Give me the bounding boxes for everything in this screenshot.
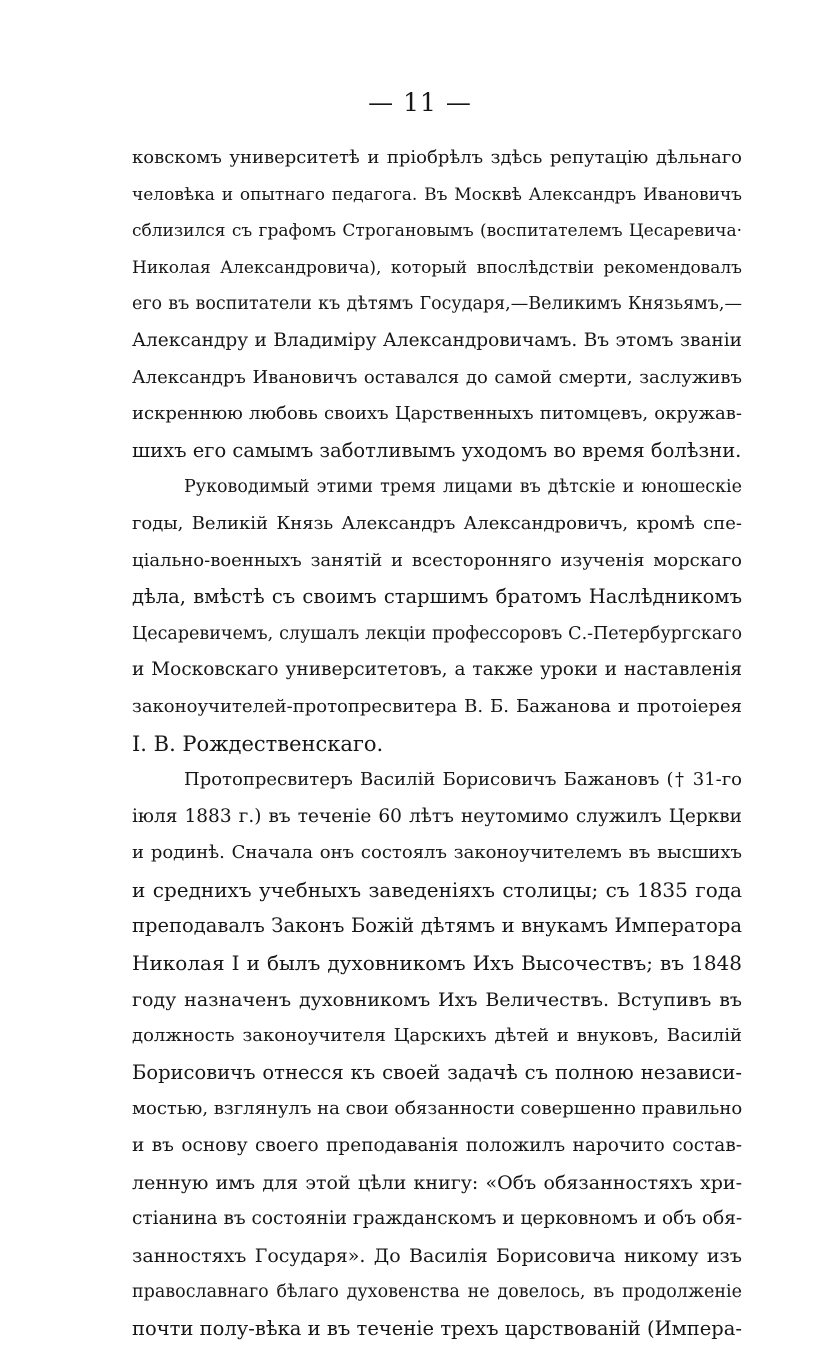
text-line: человѣка и опытнаго педагога. Въ Москвѣ Александръ Ивановичъ [132, 184, 742, 205]
text-line: дѣла, вмѣстѣ съ своимъ старшимъ братомъ Наслѣдникомъ [132, 585, 742, 609]
text-line: Руководимый этими тремя лицами въ дѣтскіе и юношескіе [184, 477, 742, 498]
text-line: должность законоучителя Царскихъ дѣтей и внуковъ, Василій [132, 1025, 742, 1047]
text-line: занностяхъ Государя». До Василія Борисовича никому изъ [132, 1244, 742, 1267]
text-line: шихъ его самымъ заботливымъ уходомъ во время болѣзни. [132, 438, 742, 462]
text-line: и среднихъ учебныхъ заведеніяхъ столицы; съ 1835 года [132, 877, 742, 902]
text-line: Александръ Ивановичъ оставался до самой смерти, заслуживъ [132, 366, 742, 388]
text-line: іюля 1883 г.) въ теченіе 60 лѣтъ неутомимо служилъ Церкви [132, 805, 742, 827]
body-text [132, 140, 742, 1348]
text-line: Александру и Владиміру Александровичамъ. Въ этомъ званіи [132, 329, 742, 351]
text-line: искреннюю любовь своихъ Царственныхъ питомцевъ, окружав- [132, 403, 742, 425]
text-line: ленную имъ для этой цѣли книгу: «Объ обязанностяхъ хри- [132, 1171, 742, 1194]
text-line: году назначенъ духовникомъ Ихъ Величествъ. Вступивъ въ [132, 988, 742, 1011]
text-line: ковскомъ университетѣ и пріобрѣлъ здѣсь репутацію дѣльнаго [132, 147, 742, 168]
text-line: Николая I и былъ духовникомъ Ихъ Высочествъ; въ 1848 [132, 951, 742, 976]
text-line: ціально-военныхъ занятій и всесторонняго изученія морскаго [132, 549, 742, 571]
text-line: І. В. Рождественскаго. [132, 731, 384, 756]
text-line: православнаго бѣлаго духовенства не довелось, въ продолженіе [132, 1282, 742, 1303]
text-line: и Московскаго университетовъ, а также уроки и наставленія [132, 659, 742, 681]
text-line: преподавалъ Законъ Божій дѣтямъ и внукамъ Императора [132, 914, 742, 938]
text-line: стіанина въ состояніи гражданскомъ и церковномъ и объ обя- [132, 1208, 742, 1230]
page-number: — 11 — [368, 88, 472, 117]
text-line: и въ основу своего преподаванія положилъ нарочито состав- [132, 1135, 742, 1157]
text-line: годы, Великій Князь Александръ Александровичъ, кромѣ спе- [132, 512, 742, 534]
text-line: Протопресвитеръ Василій Борисовичъ Бажановъ († 31-го [184, 769, 742, 791]
text-line: мостью, взглянулъ на свои обязанности совершенно правильно [132, 1098, 742, 1120]
text-line: почти полу-вѣка и въ теченіе трехъ царствованій (Импера- [132, 1317, 742, 1340]
text-line: сблизился съ графомъ Строгановымъ (воспитателемъ Цесаревича· [132, 221, 742, 242]
text-line: Николая Александровича), который впослѣдствіи рекомендовалъ [132, 257, 742, 278]
text-line: законоучителей-протопресвитера В. Б. Бажанова и протоіерея [132, 695, 742, 717]
text-line: его въ воспитатели къ дѣтямъ Государя,—Великимъ Князьямъ,— [132, 294, 742, 315]
text-line: Борисовичъ отнесся къ своей задачѣ съ полною независи- [132, 1060, 742, 1084]
text-line: Цесаревичемъ, слушалъ лекціи профессоровъ С.-Петербургскаго [132, 623, 742, 644]
text-line: и родинѣ. Сначала онъ состоялъ законоучителемъ въ высшихъ [132, 842, 742, 864]
